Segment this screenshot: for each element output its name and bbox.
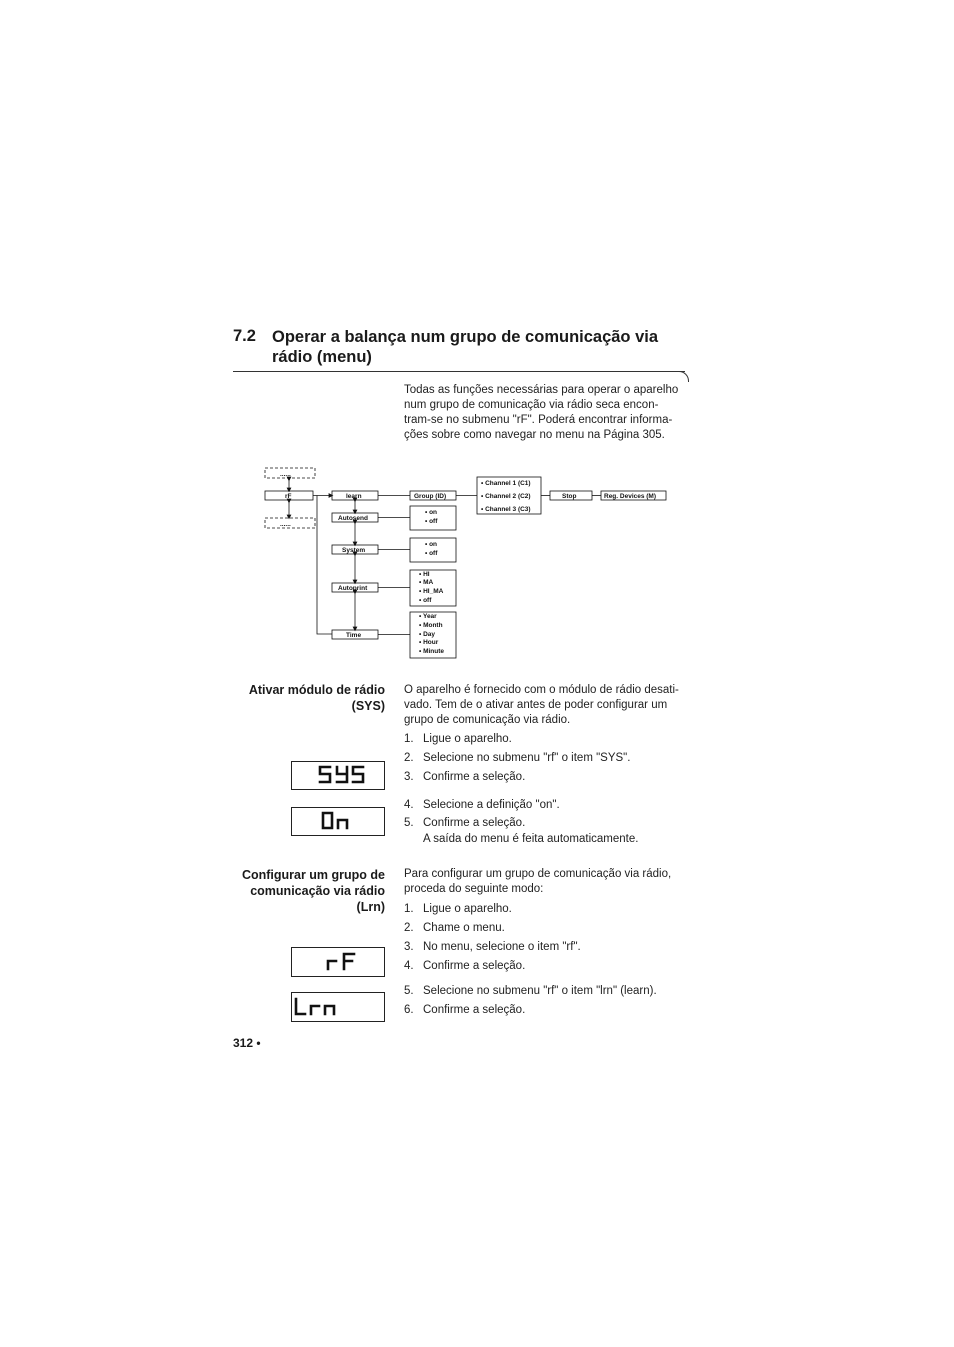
autoprint-opt: • off xyxy=(419,597,432,604)
step5-note: A saída do menu é feita automaticamente. xyxy=(423,833,639,845)
time-opt: • Year xyxy=(419,613,437,620)
sys-intro: O aparelho é fornecido com o módulo de rádio desati- vado. Tem de o ativar antes de poder configurar um grupo de comunicação via rádio. xyxy=(404,684,679,726)
channel-1: • Channel 1 (C1) xyxy=(481,480,531,487)
item-autosend: Autosend xyxy=(338,515,368,522)
item-autoprint: Autoprint xyxy=(338,585,368,592)
rf-label: rF xyxy=(285,493,292,500)
time-opt: • Month xyxy=(419,622,443,629)
group-label: Group (ID) xyxy=(414,493,447,500)
time-opt: • Hour xyxy=(419,639,439,646)
item-time: Time xyxy=(346,632,362,639)
autosend-opt: • on xyxy=(425,509,438,516)
lrn-intro: Para configurar um grupo de comunicação via rádio, proceda do seguinte modo: xyxy=(404,868,672,895)
list-item: 3. Confirme a seleção. xyxy=(404,771,526,783)
intro-line: ções sobre como navegar no menu na Página 305. xyxy=(404,429,665,441)
lcd-display-rf xyxy=(291,947,385,977)
list-item: 3. No menu, selecione o item "rf". xyxy=(404,941,581,953)
list-item: 4. Selecione a definição "on". xyxy=(404,799,560,811)
channel-3: • Channel 3 (C3) xyxy=(481,506,531,513)
page-number: 312 • xyxy=(233,1036,261,1050)
channel-2: • Channel 2 (C2) xyxy=(481,493,531,500)
heading-rule xyxy=(233,371,685,372)
list-item: 1. Ligue o aparelho. xyxy=(404,903,512,915)
list-item: 1. Ligue o aparelho. xyxy=(404,733,512,745)
autosend-opt: • off xyxy=(425,518,438,525)
section-title: Operar a balança num grupo de comunicação via rádio (menu) xyxy=(272,328,659,366)
autoprint-opt: • HI_MA xyxy=(419,588,444,595)
lrn-section-heading: Configurar um grupo de comunicação via rádio (Lrn) xyxy=(241,868,385,914)
intro-paragraph xyxy=(404,383,704,443)
lcd-on-glyph xyxy=(292,808,383,834)
lcd-display-on xyxy=(291,807,385,836)
heading-rule-corner xyxy=(678,371,689,382)
autoprint-opt: • MA xyxy=(419,579,434,586)
list-item: 2. Chame o menu. xyxy=(404,922,505,934)
dots-top: ...... xyxy=(280,471,291,478)
rf-menu-diagram xyxy=(255,462,675,662)
autoprint-opt: • HI xyxy=(419,571,430,578)
list-item: 2. Selecione no submenu "rf" o item "SYS". xyxy=(404,752,631,764)
list-item: 6. Confirme a seleção. xyxy=(404,1004,526,1016)
lcd-sys-glyph xyxy=(292,762,383,788)
time-opt: • Day xyxy=(419,631,436,638)
intro-line: Todas as funções necessárias para operar o aparelho xyxy=(404,384,679,396)
sys-section-heading: Ativar módulo de rádio (SYS) xyxy=(248,683,385,713)
stop-label: Stop xyxy=(562,493,577,500)
lcd-lrn-glyph xyxy=(292,993,383,1020)
item-system: System xyxy=(342,547,366,554)
reg-devices-label: Reg. Devices (M) xyxy=(604,493,657,500)
list-item: 4. Confirme a seleção. xyxy=(404,960,526,972)
system-opt: • off xyxy=(425,550,438,557)
intro-line: tram-se no submenu "rF". Poderá encontrar informa- xyxy=(404,414,673,426)
item-learn: learn xyxy=(346,493,362,500)
lcd-rf-glyph xyxy=(292,948,383,975)
intro-line: num grupo de comunicação via rádio seca encon- xyxy=(404,399,659,411)
system-opt: • on xyxy=(425,541,438,548)
list-item: 5. Confirme a seleção. xyxy=(404,817,526,829)
dots-bottom: ...... xyxy=(280,521,291,528)
section-number: 7.2 xyxy=(233,327,256,345)
lcd-display-lrn xyxy=(291,992,385,1022)
lcd-display-sys xyxy=(291,761,385,790)
list-item: 5. Selecione no submenu "rf" o item "lrn" (learn). xyxy=(404,985,657,997)
time-opt: • Minute xyxy=(419,648,445,655)
